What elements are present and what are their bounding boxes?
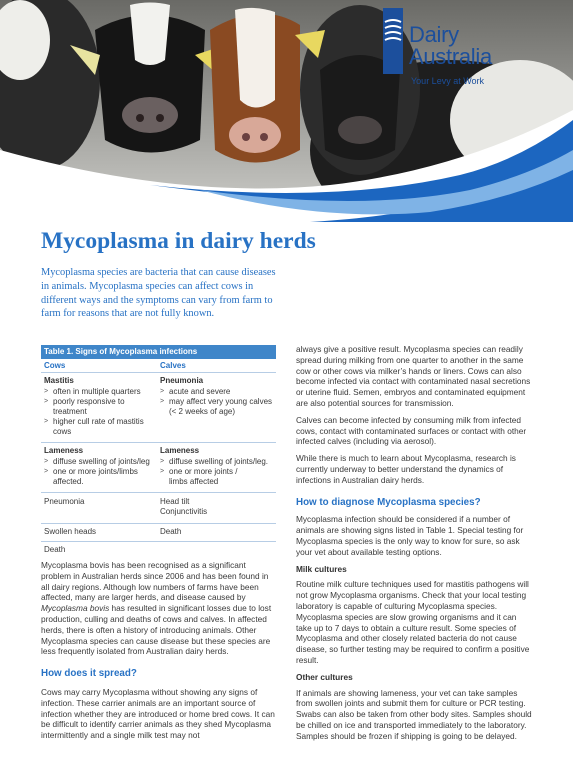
table-cell: Pneumonia bbox=[44, 497, 85, 506]
table-row bbox=[41, 542, 276, 559]
signs-table bbox=[41, 345, 276, 559]
list-item: > acute and severe bbox=[160, 387, 276, 397]
list-item: > diffuse swelling of joints/leg bbox=[44, 457, 160, 467]
text-run: Mycoplasma bovis has been recognised as a significant problem in Australian herds since 2006 and has been found in all dairy regions. Although low numbers of farms have been affected, many are larger herds, and disease caused by bbox=[41, 560, 269, 603]
cell-line: Conjunctivitis bbox=[160, 507, 208, 516]
paragraph: Mycoplasma infection should be considered if a number of animals are showing signs listed in Table 1. Special testing for Mycoplasma species is the only way to know for sure, so ask your vet about available testing options. bbox=[296, 514, 524, 557]
cell-title: Lameness bbox=[44, 446, 84, 455]
logo-name bbox=[409, 24, 492, 68]
heading-milk-cultures: Milk cultures bbox=[296, 563, 347, 574]
list-item: > one or more joints / limbs affected bbox=[160, 467, 252, 487]
paragraph bbox=[41, 560, 278, 657]
header-photo bbox=[0, 0, 573, 222]
species-name: Mycoplasma bovis bbox=[41, 603, 110, 614]
table-row bbox=[41, 443, 276, 493]
table-cell bbox=[160, 446, 276, 487]
table-header-row bbox=[41, 359, 276, 373]
list-item: > higher cull rate of mastitis cows bbox=[44, 417, 144, 437]
table-cell bbox=[160, 497, 276, 517]
table-cell bbox=[41, 376, 160, 437]
table-cell bbox=[160, 545, 276, 555]
table-cell: Death bbox=[44, 545, 66, 554]
table-row bbox=[41, 524, 276, 542]
cell-line: Head tilt bbox=[160, 497, 190, 506]
cell-title: Lameness bbox=[160, 446, 200, 455]
paragraph: If animals are showing lameness, your vet can take samples from swollen joints and submit them for culture or PCR testing. Swabs can also be taken from other body sites. Samples should be chilled on ice and transported immediately to the laboratory. Samples should be frozen if shipping is going to be delayed. bbox=[296, 687, 532, 741]
paragraph: While there is much to learn about Mycoplasma, research is currently underway to better understand the dynamics of infections in Australian dairy herds. bbox=[296, 453, 516, 485]
table-header-cows: Cows bbox=[44, 360, 66, 370]
left-column bbox=[41, 560, 278, 741]
list-item: > may affect very young calves (< 2 weeks of age) bbox=[160, 397, 272, 417]
table-header-calves: Calves bbox=[160, 360, 186, 370]
logo-name-line1: Dairy bbox=[409, 22, 459, 47]
table-cell: Swollen heads bbox=[44, 527, 97, 536]
logo-tagline: Your Levy at Work bbox=[411, 76, 485, 86]
paragraph: Routine milk culture techniques used for mastitis pathogens will not grow Mycoplasma organisms. Check that your local testing laboratory is capable of culturing Mycoplasma species. Mycoplasma species are slow growing organisms and it can take up to 7 days to obtain a culture result. Some species of Mycoplasma and other closely related bacteria do not cause disease, so further testing may be required to confirm a positive result. bbox=[296, 579, 530, 665]
heading-how-spread: How does it spread? bbox=[41, 668, 137, 680]
page-title: Mycoplasma in dairy herds bbox=[41, 228, 316, 254]
logo-mark-icon bbox=[383, 8, 403, 74]
table-caption: Table 1. Signs of Mycoplasma infections bbox=[41, 345, 276, 359]
text-run: has resulted in significant losses due to lost production, culling and deaths of cows and calves. In affected herds, there is often a history of introducing animals. Other Mycoplasma species can cause disease but these species are less frequently isolated from Australian dairy herds. bbox=[41, 603, 272, 657]
paragraph: Calves can become infected by consuming milk from infected cows, contact with contaminated surfaces or contact with other infected calves (including via aerosol). bbox=[296, 414, 527, 447]
paragraph: always give a positive result. Mycoplasma species can readily spread during milking from one quarter to another in the same cow or other cows via milker’s hands or liners. Cows can also become infected via contact with contaminated nasal secretions or uterine fluid. Semen, embryos and contaminated equipment are also potential sources for transmission. bbox=[296, 344, 531, 408]
heading-diagnose: How to diagnose Mycoplasma species? bbox=[296, 496, 481, 508]
list-item: > one or more joints/limbs affected. bbox=[44, 467, 144, 487]
paragraph: Cows may carry Mycoplasma without showing any signs of infection. These carrier animals are an important source of infection whether they are introduced or home bred cows. It can be difficult to identify carrier animals as they shed Mycoplasma intermittently and a single milk test may not bbox=[41, 686, 275, 741]
logo-name-line2: Australia bbox=[409, 44, 492, 69]
intro-paragraph: Mycoplasma species are bacteria that can cause diseases in animals. Mycoplasma species can affect cows in different ways and the symptoms can vary from farm to farm for reasons that are not fully known. bbox=[41, 267, 276, 320]
list-item: > diffuse swelling of joints/leg. bbox=[160, 457, 276, 467]
cell-title: Mastitis bbox=[44, 376, 74, 385]
list-item: > often in multiple quarters bbox=[44, 387, 160, 397]
dairy-australia-logo bbox=[383, 8, 543, 88]
table-cell bbox=[160, 376, 276, 437]
table-row bbox=[41, 493, 276, 524]
list-item: > poorly responsive to treatment bbox=[44, 397, 130, 417]
table-cell: Death bbox=[160, 527, 182, 536]
table-row bbox=[41, 373, 276, 443]
right-column bbox=[296, 344, 532, 742]
heading-other-cultures: Other cultures bbox=[296, 671, 353, 682]
table-cell bbox=[41, 446, 160, 487]
cell-title: Pneumonia bbox=[160, 376, 204, 385]
